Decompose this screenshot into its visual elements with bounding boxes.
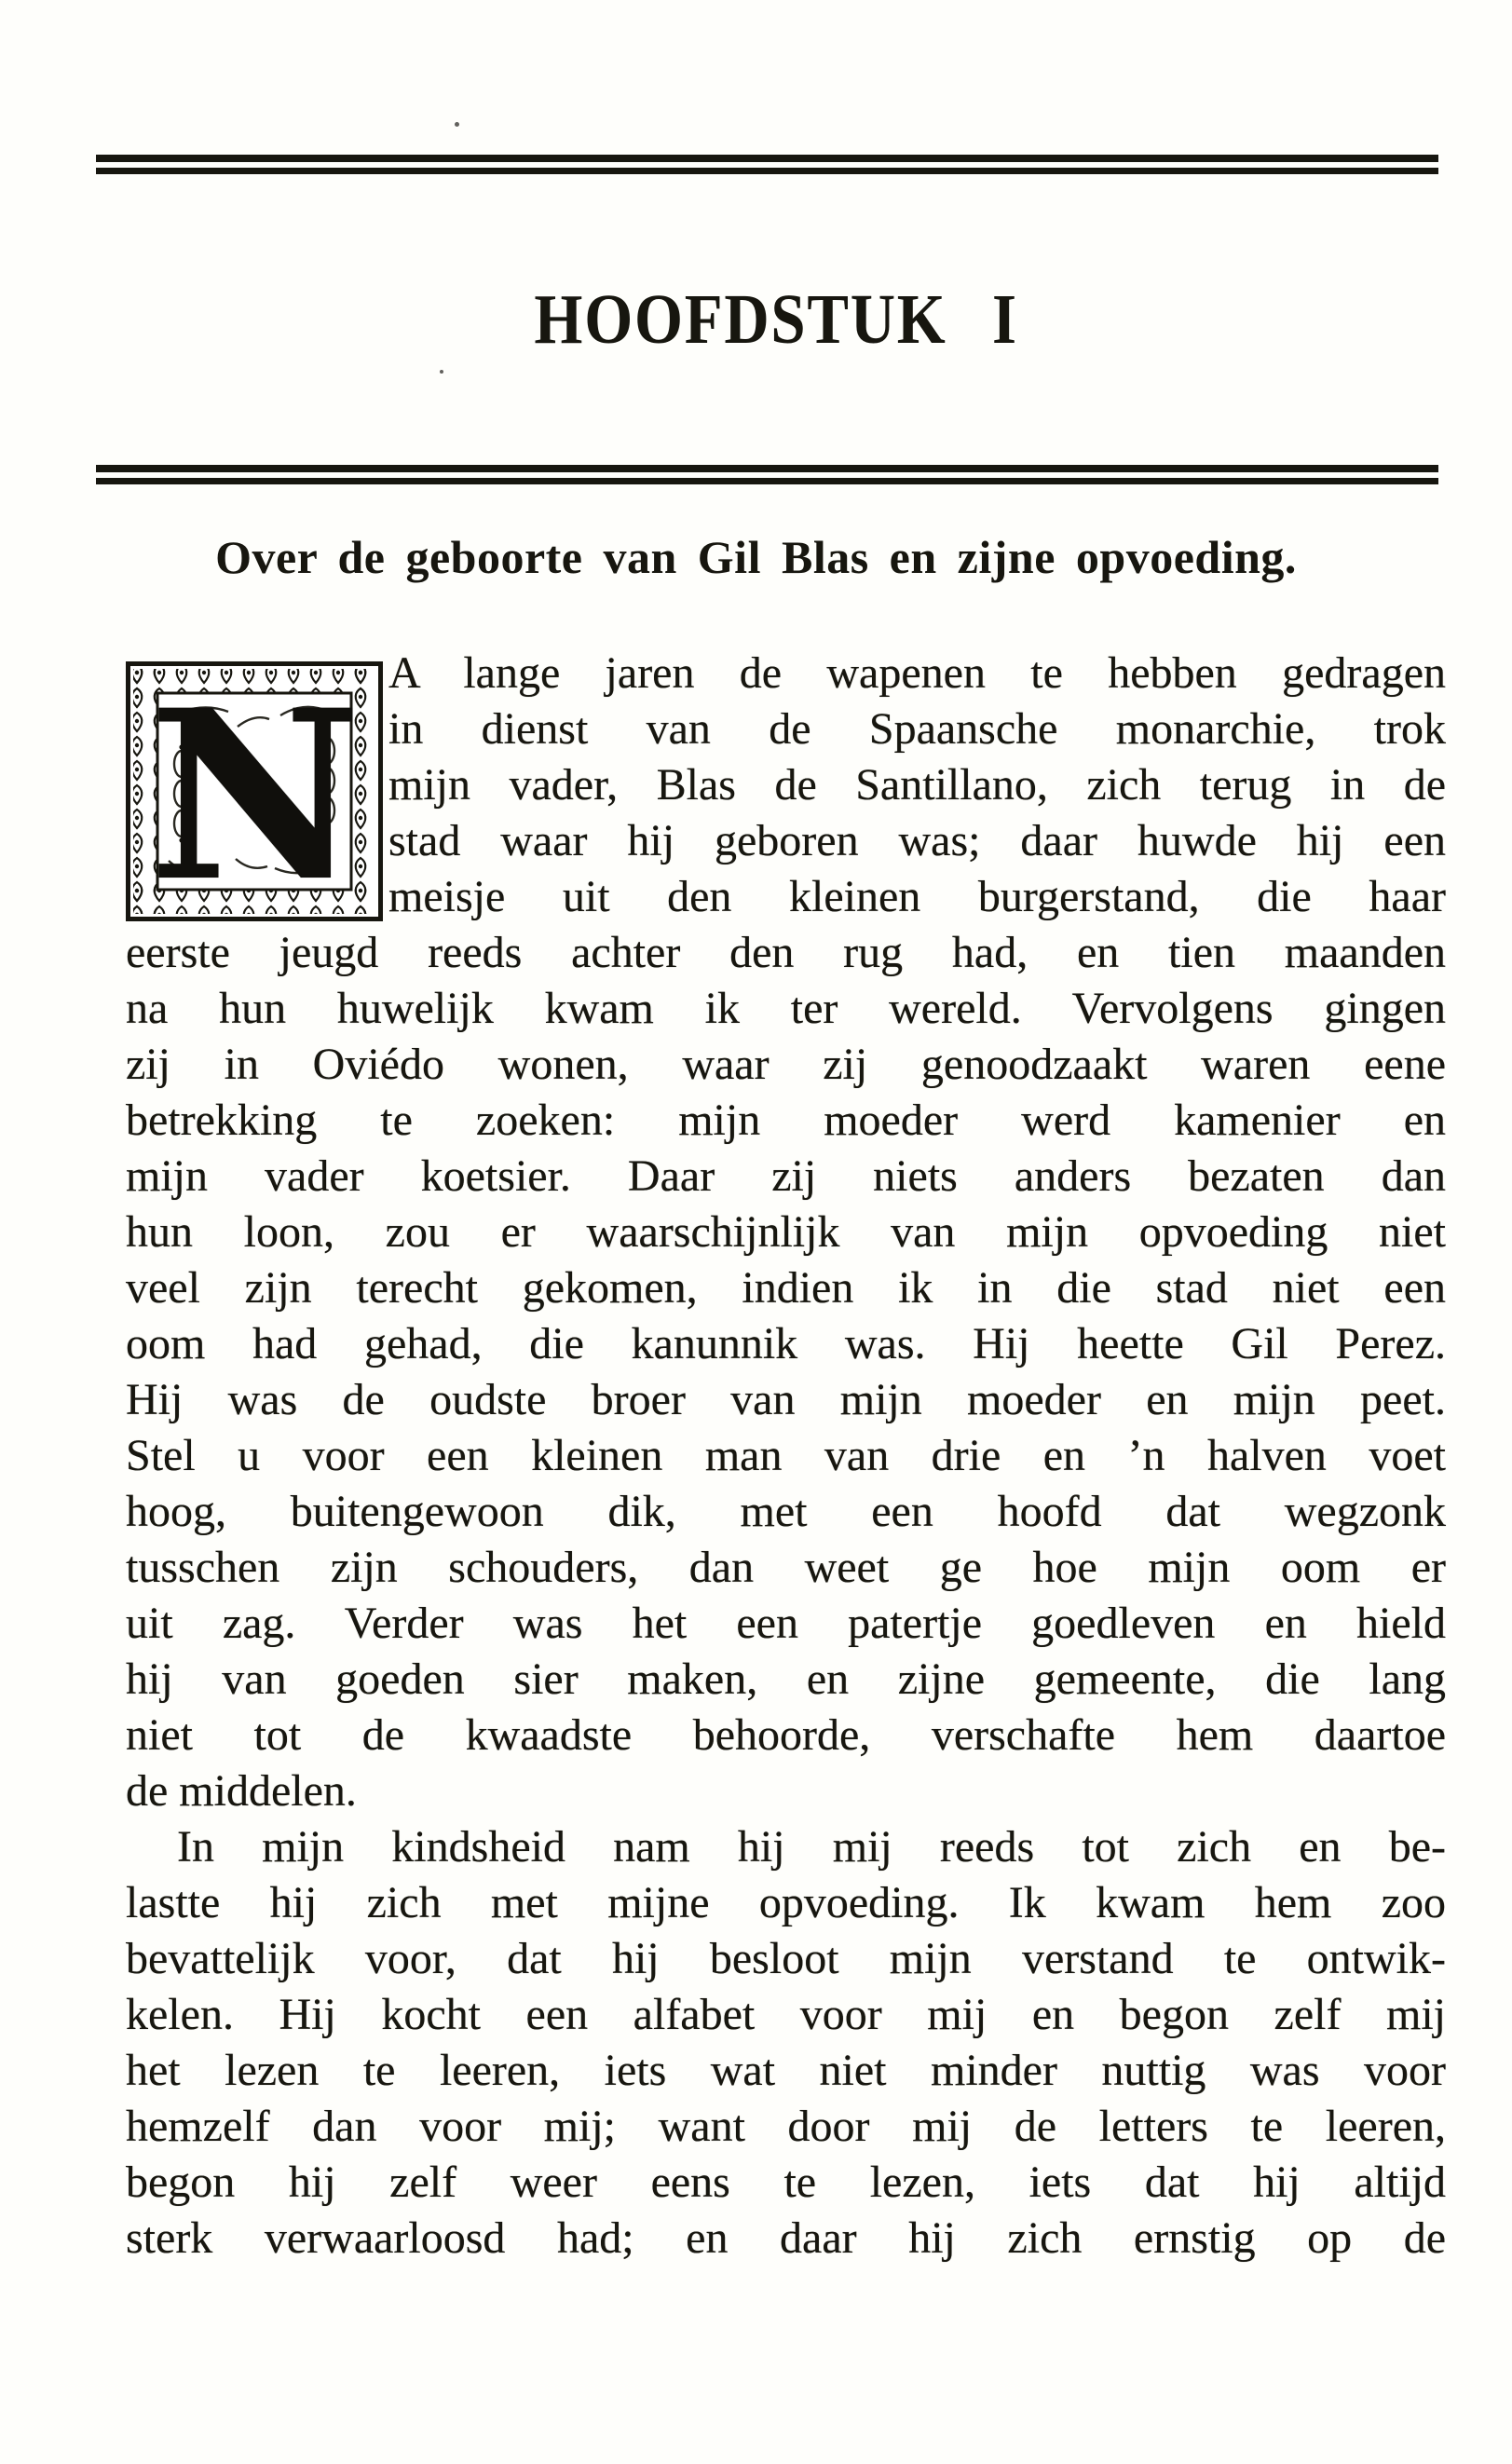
text-line: eerste jeugd reeds achter den rug had, en tien maanden bbox=[126, 928, 1446, 977]
text-line: lastte hij zich met mijne opvoeding. Ik kwam hem zoo bbox=[126, 1878, 1446, 1927]
text-line: Stel u voor een kleinen man van drie en ’n halven voet bbox=[126, 1431, 1446, 1480]
text-line: in dienst van de Spaansche monarchie, trok bbox=[388, 704, 1446, 754]
text-line: betrekking te zoeken: mijn moeder werd kamenier en bbox=[126, 1096, 1446, 1145]
text-line: hoog, buitengewoon dik, met een hoofd dat wegzonk bbox=[126, 1487, 1446, 1536]
middle-double-rule bbox=[96, 465, 1438, 484]
paragraph-2 bbox=[126, 1819, 1446, 2267]
text-line: uit zag. Verder was het een patertje goedleven en hield bbox=[126, 1599, 1446, 1648]
text-line: begon hij zelf weer eens te lezen, iets dat hij altijd bbox=[126, 2158, 1446, 2207]
text-line: hemzelf dan voor mij; want door mij de letters te leeren, bbox=[126, 2102, 1446, 2151]
paragraph-1 bbox=[126, 646, 1446, 1819]
text-line: A lange jaren de wapenen te hebben gedragen bbox=[388, 648, 1446, 698]
text-line: tusschen zijn schouders, dan weet ge hoe mijn oom er bbox=[126, 1543, 1446, 1592]
text-line: mijn vader, Blas de Santillano, zich terug in de bbox=[388, 760, 1446, 810]
text-line: niet tot de kwaadste behoorde, verschafte hem daartoe bbox=[126, 1710, 1446, 1760]
text-line: het lezen te leeren, iets wat niet minder nuttig was voor bbox=[126, 2046, 1446, 2095]
body-text bbox=[126, 646, 1446, 2267]
ornamental-drop-cap-initial bbox=[126, 661, 383, 921]
text-line: bevattelijk voor, dat hij besloot mijn verstand te ontwik- bbox=[126, 1934, 1446, 1983]
paragraph-2-full-lines bbox=[126, 1875, 1446, 2267]
text-line: veel zijn terecht gekomen, indien ik in die stad niet een bbox=[126, 1263, 1446, 1313]
drop-cap-letter: N bbox=[148, 661, 362, 921]
text-line: hij van goeden sier maken, en zijne gemeente, die lang bbox=[126, 1654, 1446, 1704]
scan-speck bbox=[440, 370, 443, 374]
text-line: mijn vader koetsier. Daar zij niets anders bezaten dan bbox=[126, 1151, 1446, 1201]
chapter-title-text: HOOFDSTUK I bbox=[534, 280, 1019, 359]
chapter-title bbox=[20, 280, 1512, 359]
text-line: sterk verwaarloosd had; en daar hij zich ernstig op de bbox=[126, 2213, 1446, 2263]
text-line: zij in Oviédo wonen, waar zij genoodzaakt waren eene bbox=[126, 1040, 1446, 1089]
scan-speck bbox=[455, 122, 459, 127]
paragraph-1-last-line: de middelen. bbox=[126, 1766, 357, 1816]
text-line: Hij was de oudste broer van mijn moeder en mijn peet. bbox=[126, 1375, 1446, 1424]
text-line: oom had gehad, die kanunnik was. Hij heette Gil Perez. bbox=[126, 1319, 1446, 1368]
text-line: hun loon, zou er waarschijnlijk van mijn opvoeding niet bbox=[126, 1207, 1446, 1257]
paragraph-2-first-line: In mijn kindsheid nam hij mij reeds tot zich en be- bbox=[177, 1822, 1446, 1872]
text-line: meisje uit den kleinen burgerstand, die haar bbox=[388, 872, 1446, 921]
text-line: kelen. Hij kocht een alfabet voor mij en begon zelf mij bbox=[126, 1990, 1446, 2039]
text-line: na hun huwelijk kwam ik ter wereld. Vervolgens gingen bbox=[126, 984, 1446, 1033]
paragraph-1-full-lines bbox=[126, 925, 1446, 1763]
top-double-rule bbox=[96, 155, 1438, 174]
text-line: stad waar hij geboren was; daar huwde hij een bbox=[388, 816, 1446, 865]
section-heading: Over de geboorte van Gil Blas en zijne opvoeding. bbox=[215, 531, 1297, 583]
